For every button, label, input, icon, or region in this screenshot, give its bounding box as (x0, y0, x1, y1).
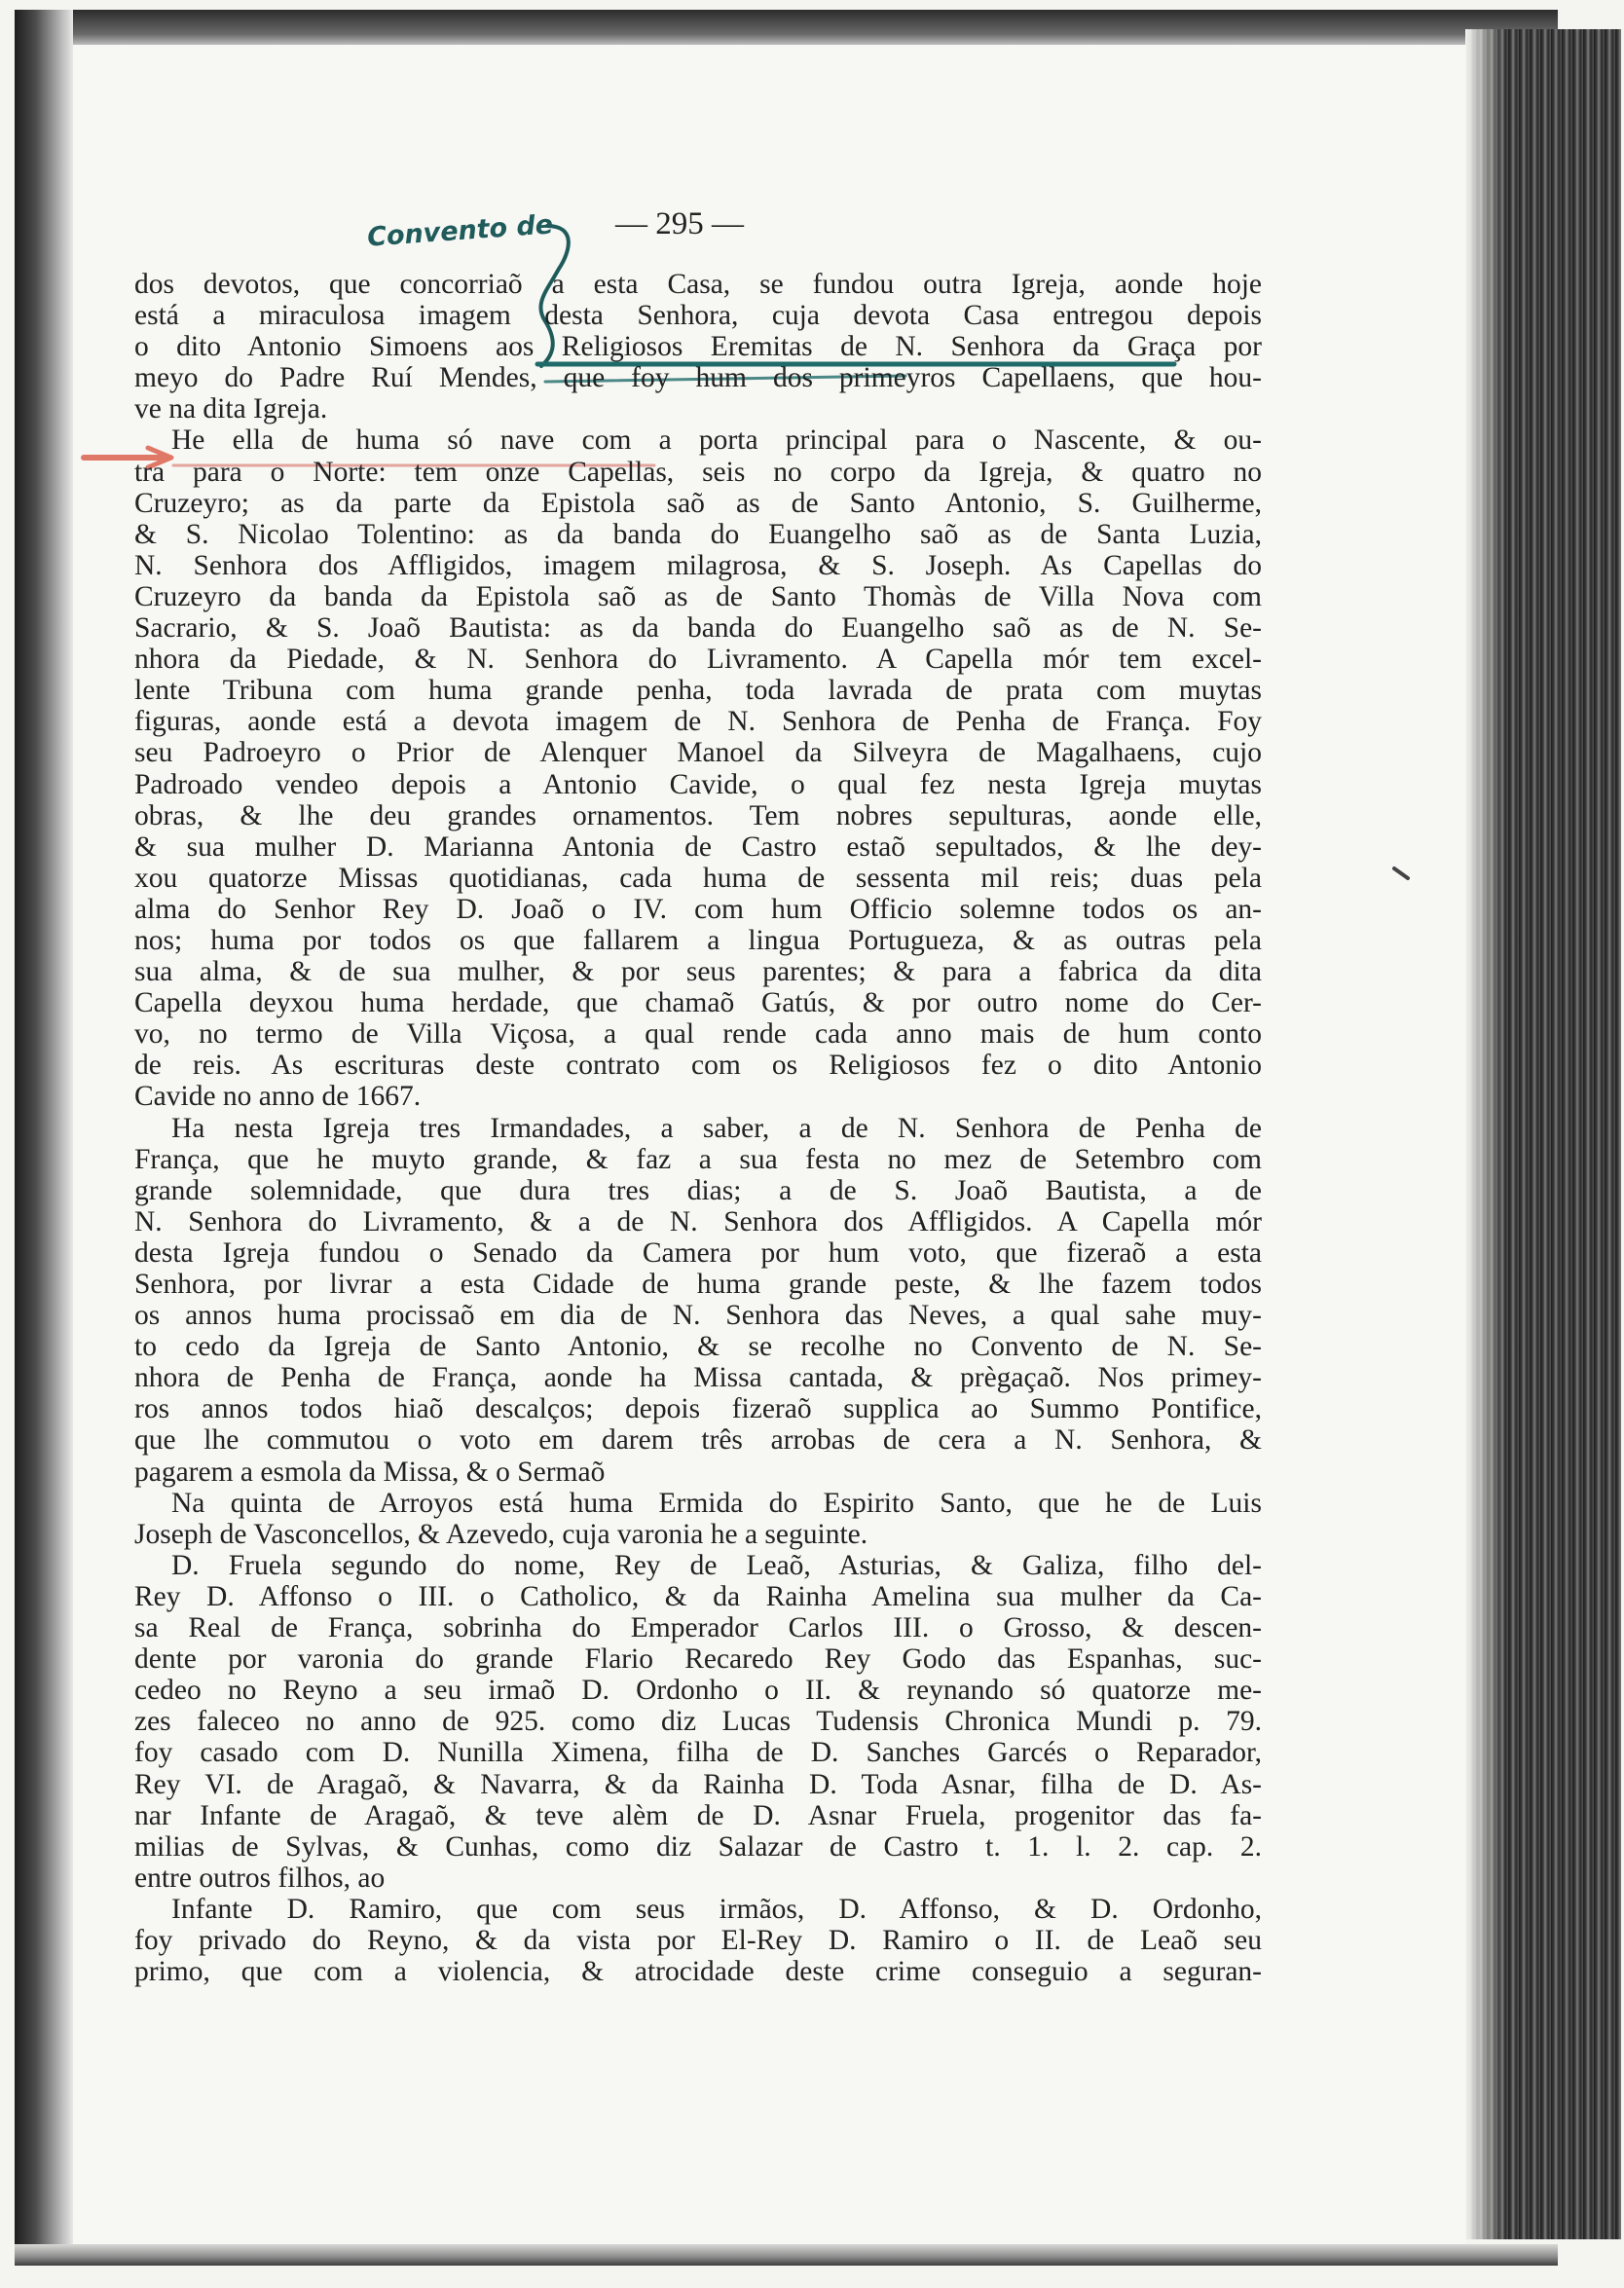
text-line: N. Senhora do Livramento, & a de N. Senhora dos Affligidos. A Capella mór (134, 1205, 1262, 1237)
text-line: He ella de huma só nave com a porta principal para o Nascente, & ou- (171, 424, 1262, 457)
text-line: zes faleceo no anno de 925. como diz Lucas Tudensis Chronica Mundi p. 79. (134, 1706, 1262, 1738)
text-line: grande solemnidade, que dura tres dias; a de S. Joaõ Bautista, a de (134, 1174, 1262, 1206)
handwritten-margin-note: Convento de (366, 209, 555, 253)
text-line: xou quatorze Missas quotidianas, cada huma de sessenta mil reis; duas pela (134, 862, 1262, 894)
text-line: alma do Senhor Rey D. Joaõ o IV. com hum Officio solemne todos os an- (134, 893, 1262, 925)
text-line: foy privado do Reyno, & da vista por El-Rey D. Ramiro o II. de Leaõ seu (134, 1924, 1262, 1956)
text-line: Padroado vendeo depois a Antonio Cavide, o qual fez nesta Igreja muytas (134, 768, 1262, 800)
text-line: Capella deyxou huma herdade, que chamaõ Gatús, & por outro nome do Cer- (134, 987, 1262, 1019)
text-line: Infante D. Ramiro, que com seus irmãos, D. Affonso, & D. Ordonho, (171, 1893, 1262, 1925)
text-line: está a miraculosa imagem desta Senhora, cuja devota Casa entregou depois (134, 300, 1262, 332)
text-line: o dito Antonio Simoens aos Religiosos Eremitas de N. Senhora da Graça por (134, 331, 1262, 363)
text-line: foy casado com D. Nunilla Ximena, filha de D. Sanches Garcés o Reparador, (134, 1737, 1262, 1769)
text-line: Cavide no anno de 1667. (134, 1081, 422, 1113)
text-line: meyo do Padre Ruí Mendes, que foy hum dos primeyros Capellaens, que hou- (134, 362, 1262, 394)
text-line: vo, no termo de Villa Viçosa, a qual rende cada anno mais de hum conto (134, 1018, 1262, 1051)
text-line: Ha nesta Igreja tres Irmandades, a saber, a de N. Senhora de Penha de (171, 1112, 1262, 1144)
text-line: nos; huma por todos os que fallarem a lingua Portugueza, & as outras pela (134, 924, 1262, 956)
text-line: de reis. As escrituras deste contrato com os Religiosos fez o dito Antonio (134, 1050, 1262, 1082)
text-line: Cruzeyro; as da parte da Epistola saõ as de Santo Antonio, S. Guilherme, (134, 487, 1262, 519)
text-line: Cruzeyro da banda da Epistola saõ as de Santo Thomàs de Villa Nova com (134, 580, 1262, 612)
text-line: Na quinta de Arroyos está huma Ermida do Espirito Santo, que he de Luis (171, 1487, 1262, 1519)
text-line: D. Fruela segundo do nome, Rey de Leaõ, Asturias, & Galiza, filho del- (171, 1549, 1262, 1581)
text-line: figuras, aonde está a devota imagem de N. Senhora de Penha de França. Foy (134, 706, 1262, 738)
text-line: primo, que com a violencia, & atrocidade deste crime conseguio a seguran- (134, 1956, 1262, 1988)
text-line: pagarem a esmola da Missa, & o Sermaõ (134, 1456, 606, 1488)
text-line: obras, & lhe deu grandes ornamentos. Tem nobres sepulturas, aonde elle, (134, 799, 1262, 831)
text-line: França, que he muyto grande, & faz a sua festa no mez de Setembro com (134, 1143, 1262, 1175)
text-line: Rey VI. de Aragaõ, & Navarra, & da Rainha D. Toda Asnar, filha de D. As- (134, 1768, 1262, 1800)
page-number: — 295 — (615, 206, 744, 241)
text-line: Joseph de Vasconcellos, & Azevedo, cuja varonia he a seguinte. (134, 1518, 868, 1550)
text-line: & sua mulher D. Marianna Antonia de Castro estaõ sepultados, & lhe dey- (134, 830, 1262, 863)
text-line: dente por varonia do grande Flario Recaredo Rey Godo das Espanhas, suc- (134, 1643, 1262, 1676)
text-line: entre outros filhos, ao (134, 1862, 386, 1894)
text-line: tra para o Norte: tem onze Capellas, seis no corpo da Igreja, & quatro no (134, 456, 1262, 488)
text-line: lente Tribuna com huma grande penha, toda lavrada de prata com muytas (134, 675, 1262, 707)
text-line: milias de Sylvas, & Cunhas, como diz Salazar de Castro t. 1. l. 2. cap. 2. (134, 1830, 1262, 1863)
text-line: to cedo da Igreja de Santo Antonio, & se recolhe no Convento de N. Se- (134, 1331, 1262, 1363)
text-line: Senhora, por livrar a esta Cidade de huma grande peste, & lhe fazem todos (134, 1269, 1262, 1300)
text-line: & S. Nicolao Tolentino: as da banda do Euangelho saõ as de Santa Luzia, (134, 518, 1262, 550)
text-line: nhora da Piedade, & N. Senhora do Livramento. A Capella mór tem excel- (134, 644, 1262, 676)
margin-tick (1394, 868, 1408, 878)
text-line: nhora de Penha de França, aonde ha Missa cantada, & prègaçaõ. Nos primey- (134, 1362, 1262, 1394)
text-line: Rey D. Affonso o III. o Catholico, & da Rainha Amelina sua mulher da Ca- (134, 1580, 1262, 1612)
text-line: Sacrario, & S. Joaõ Bautista: as da banda do Euangelho saõ as de N. Se- (134, 612, 1262, 645)
text-line: sua alma, & de sua mulher, & por seus parentes; & para a fabrica da dita (134, 956, 1262, 988)
text-line: desta Igreja fundou o Senado da Camera por hum voto, que fizeraõ a esta (134, 1236, 1262, 1269)
text-line: os annos huma procissaõ em dia de N. Senhora das Neves, a qual sahe muy- (134, 1300, 1262, 1332)
text-line: seu Padroeyro o Prior de Alenquer Manoel da Silveyra de Magalhaens, cujo (134, 737, 1262, 769)
text-line: que lhe commutou o voto em darem três arrobas de cera a N. Senhora, & (134, 1424, 1262, 1457)
text-line: ve na dita Igreja. (134, 393, 328, 425)
text-line: sa Real de França, sobrinha do Emperador Carlos III. o Grosso, & descen- (134, 1612, 1262, 1644)
text-line: dos devotos, que concorriaõ a esta Casa, se fundou outra Igreja, aonde hoje (134, 269, 1262, 300)
text-line: cedeo no Reyno a seu irmaõ D. Ordonho o II. & reynando só quatorze me- (134, 1675, 1262, 1707)
text-line: nar Infante de Aragaõ, & teve alèm de D. Asnar Fruela, progenitor das fa- (134, 1799, 1262, 1831)
text-line: ros annos todos hiaõ descalços; depois fizeraõ supplica ao Summo Pontifice, (134, 1393, 1262, 1425)
page-body-text (134, 269, 1262, 1987)
text-line: N. Senhora dos Affligidos, imagem milagrosa, & S. Joseph. As Capellas do (134, 549, 1262, 581)
